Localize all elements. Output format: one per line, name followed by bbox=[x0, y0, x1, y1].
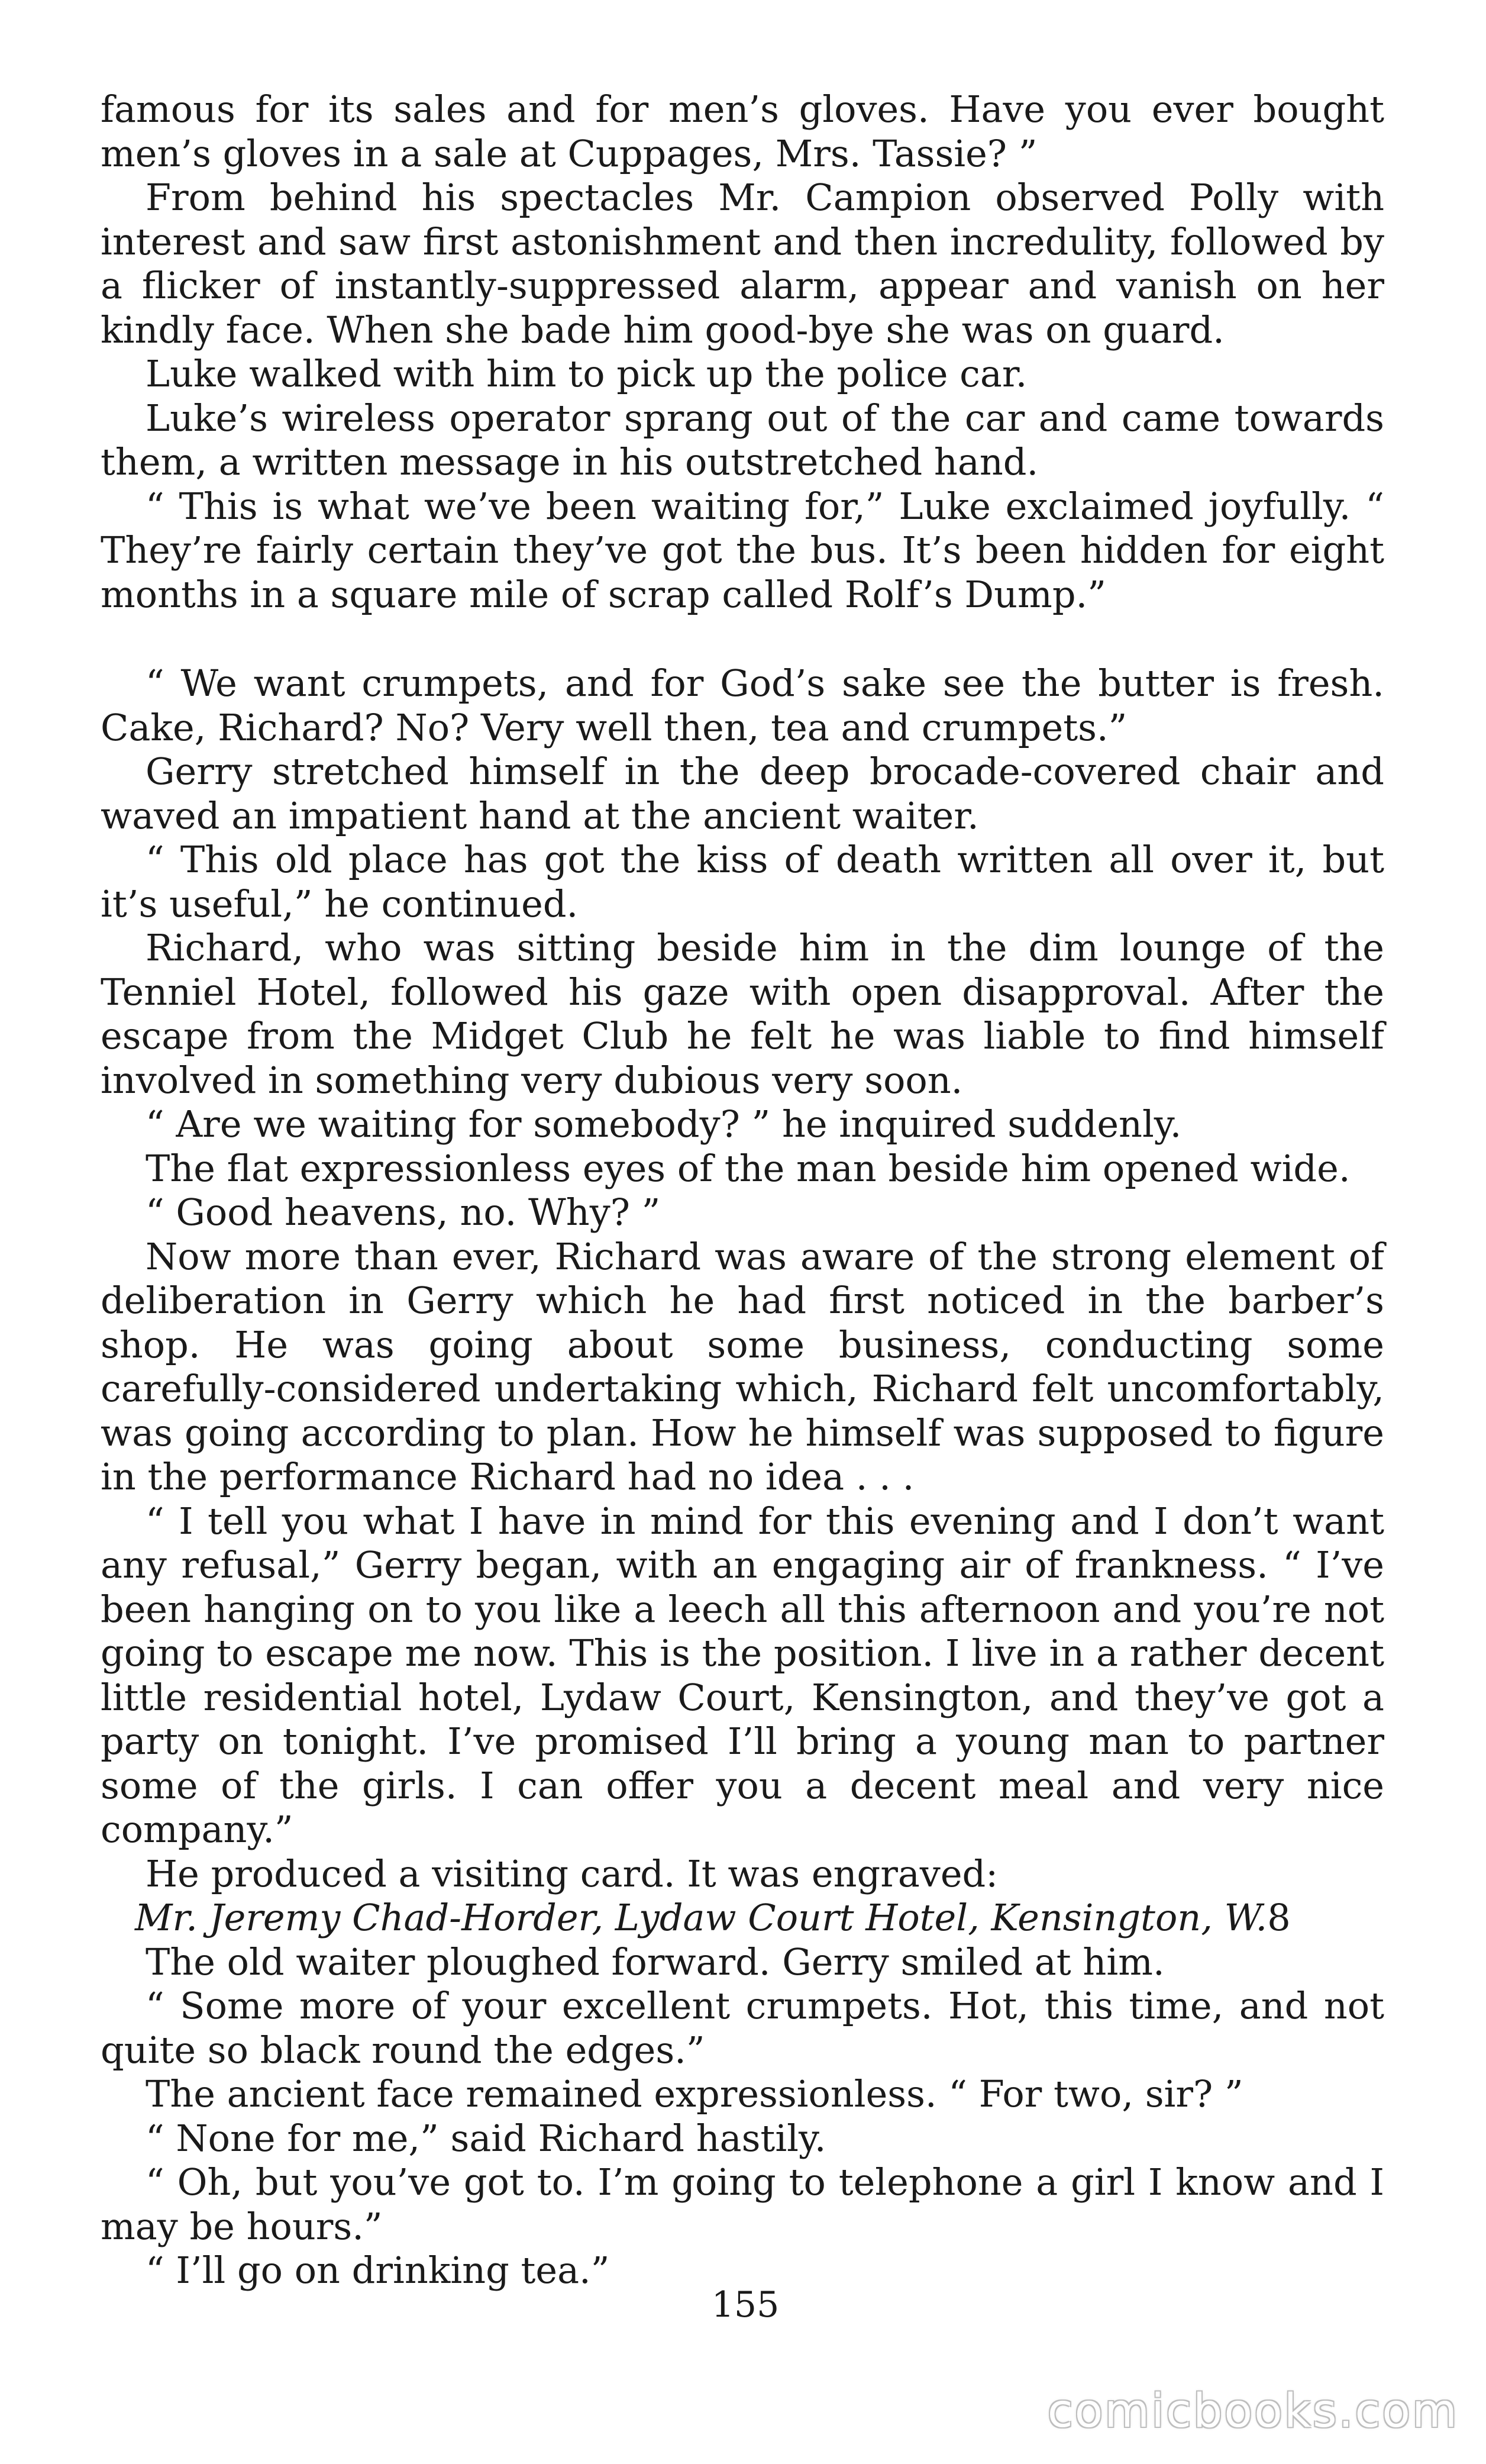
paragraph: “ Good heavens, no. Why? ” bbox=[146, 1191, 661, 1234]
paragraph: From behind his spectacles Mr. Campion observed Polly with interest and saw first astonishment and then incredulity, followed by a flicker of instantly-suppressed alarm, appear and vanish on her kindly face. When she bade him good-bye she was on guard. bbox=[101, 176, 1384, 351]
watermark-logo: comicbooks.com bbox=[1047, 2385, 1459, 2438]
paragraph: The flat expressionless eyes of the man beside him opened wide. bbox=[146, 1146, 1351, 1190]
paragraph: “ This old place has got the kiss of death written all over it, but it’s useful,” he continued. bbox=[101, 838, 1384, 925]
paragraph: “ This is what we’ve been waiting for,” Luke exclaimed joyfully. “ They’re fairly certain they’ve got the bus. It’s been hidden for eight months in a square mile of scrap called Rolf’s Dump.” bbox=[101, 484, 1384, 616]
paragraph: “ None for me,” said Richard hastily. bbox=[146, 2116, 826, 2160]
paragraph: Richard, who was sitting beside him in the dim lounge of the Tenniel Hotel, followed his gaze with open disapproval. After the escape from the Midget Club he felt he was liable to find himself involved in something very dubious very soon. bbox=[101, 926, 1384, 1102]
paragraph: He produced a visiting card. It was engraved: bbox=[146, 1852, 999, 1895]
paragraph: “ Are we waiting for somebody? ” he inquired suddenly. bbox=[146, 1102, 1182, 1146]
text-block-main bbox=[101, 662, 1384, 2293]
paragraph: famous for its sales and for men’s gloves. Have you ever bought men’s gloves in a sale at Cuppages, Mrs. Tassie? ” bbox=[101, 88, 1384, 175]
text-block-top bbox=[101, 88, 1384, 617]
paragraph: The old waiter ploughed forward. Gerry smiled at him. bbox=[146, 1940, 1165, 1984]
paragraph: The ancient face remained expressionless. “ For two, sir? ” bbox=[146, 2072, 1243, 2115]
paragraph: Now more than ever, Richard was aware of the strong element of deliberation in Gerry which he had first noticed in the barber’s shop. He was going about some business, conducting some carefully-considered undertaking which, Richard felt uncomfortably, was going according to plan. How he himself was supposed to figure in the performance Richard had no idea . . . bbox=[101, 1234, 1384, 1498]
visiting-card-postcode: 8 bbox=[1267, 1896, 1291, 1939]
visiting-card-name: Mr. Jeremy Chad-Horder, Lydaw Court Hotel, Kensington, W. bbox=[135, 1896, 1268, 1939]
paragraph: “ I tell you what I have in mind for this evening and I don’t want any refusal,” Gerry began, with an engaging air of frankness. “ I’ve been hanging on to you like a leech all this afternoon and you’re not going to escape me now. This is the position. I live in a rather decent little residential hotel, Lydaw Court, Kensington, and they’ve got a party on tonight. I’ve promised I’ll bring a young man to partner some of the girls. I can offer you a decent meal and very nice company.” bbox=[101, 1499, 1384, 1851]
paragraph: Luke walked with him to pick up the police car. bbox=[146, 352, 1028, 395]
paragraph: Luke’s wireless operator sprang out of the car and came towards them, a written message in his outstretched hand. bbox=[101, 396, 1384, 483]
visiting-card-text bbox=[101, 1896, 1384, 1940]
paragraph: “ Some more of your excellent crumpets. Hot, this time, and not quite so black round the edges.” bbox=[101, 1984, 1384, 2072]
paragraph: Gerry stretched himself in the deep brocade-covered chair and waved an impatient hand at the ancient waiter. bbox=[101, 750, 1384, 837]
paragraph: “ Oh, but you’ve got to. I’m going to telephone a girl I know and I may be hours.” bbox=[101, 2160, 1384, 2248]
paragraph: “ We want crumpets, and for God’s sake see the butter is fresh. Cake, Richard? No? Very well then, tea and crumpets.” bbox=[101, 662, 1384, 749]
paragraph: “ I’ll go on drinking tea.” bbox=[146, 2249, 610, 2292]
page-number: 155 bbox=[711, 2284, 780, 2326]
